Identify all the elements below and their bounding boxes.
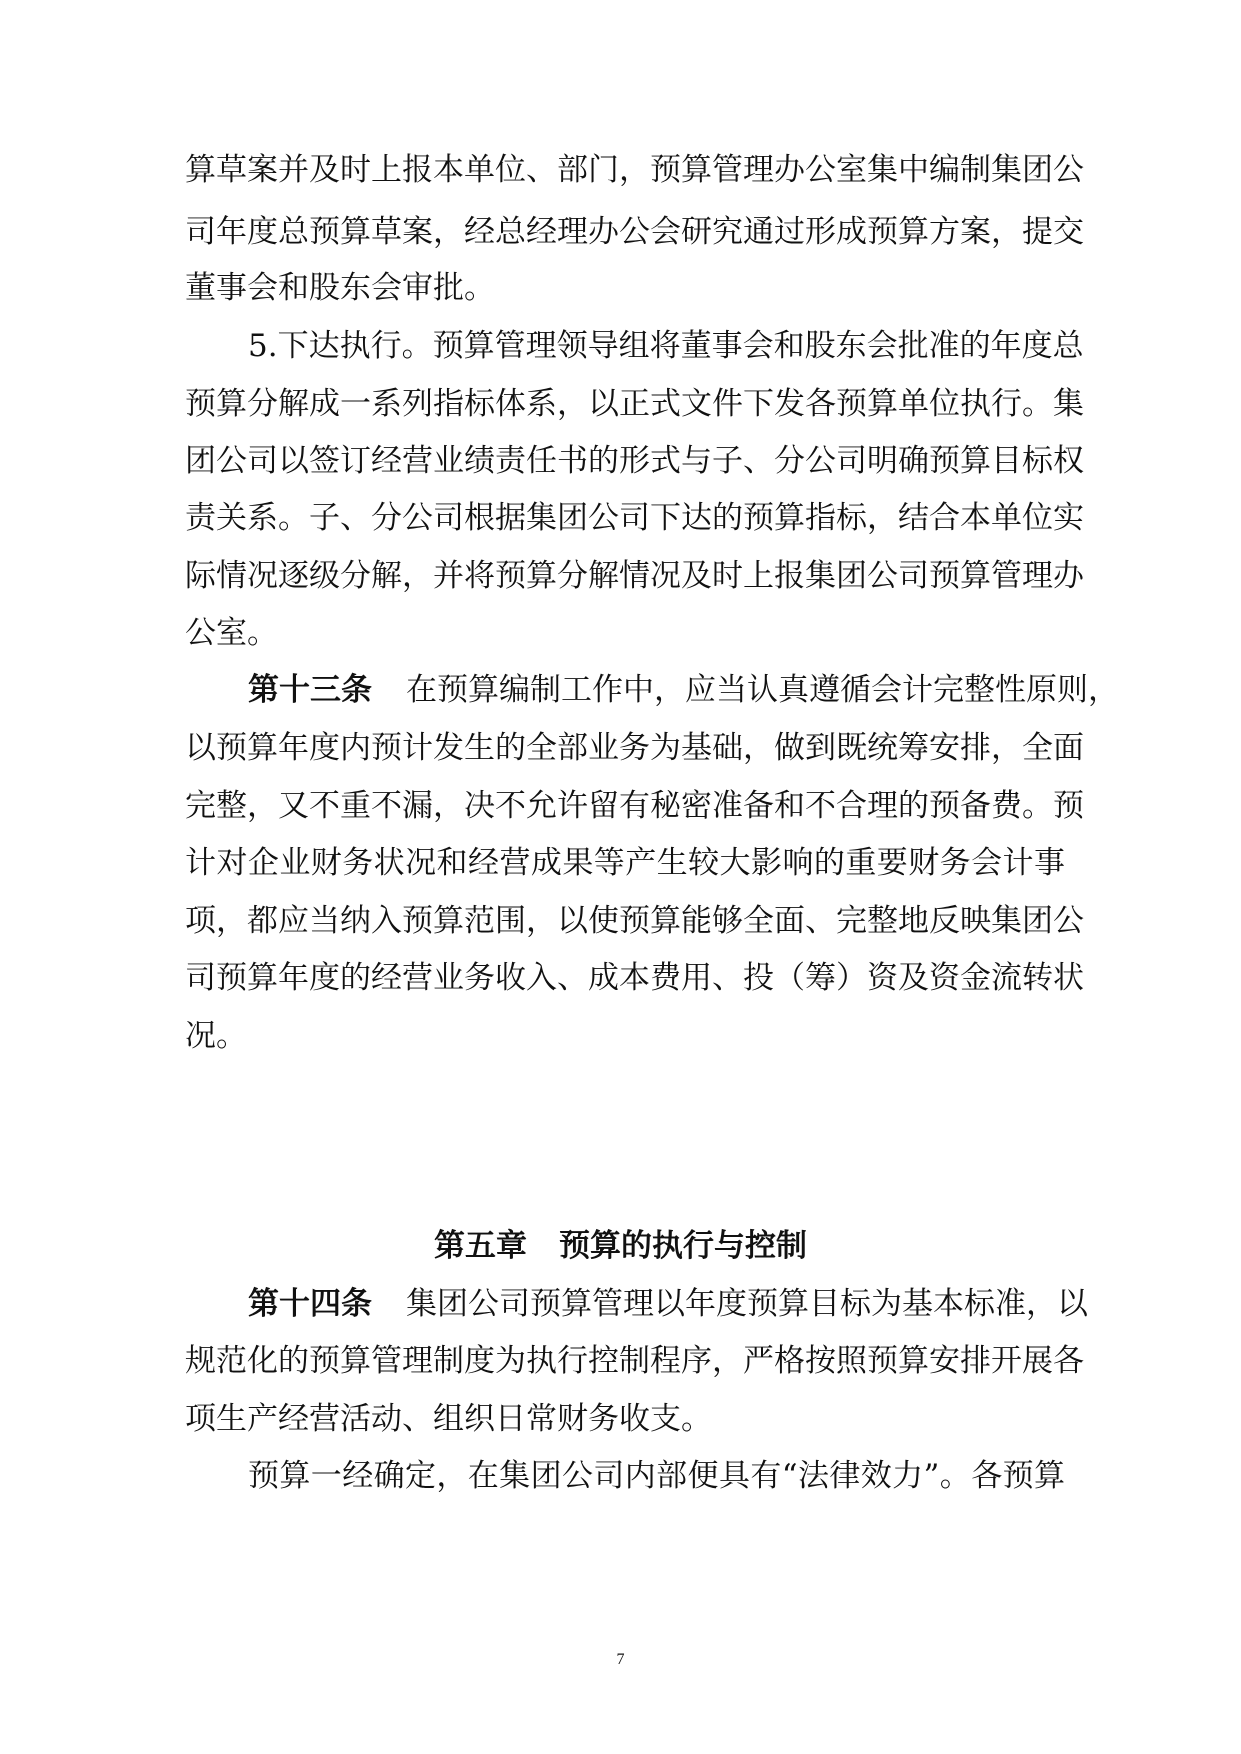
- text-line: 团公司以签订经营业绩责任书的形式与子、分公司明确预算目标权: [185, 443, 1084, 479]
- article-label: 第十三条: [248, 672, 372, 708]
- text-line: 规范化的预算管理制度为执行控制程序，严格按照预算安排开展各: [185, 1343, 1084, 1379]
- text-line: 预算一经确定，在集团公司内部便具有“法律效力”。各预算: [248, 1458, 1065, 1494]
- article-14-first-line: [248, 1284, 1088, 1324]
- text-line: 5.下达执行。预算管理领导组将董事会和股东会批准的年度总: [248, 328, 1084, 364]
- text-line: 项，都应当纳入预算范围，以使预算能够全面、完整地反映集团公: [185, 903, 1084, 939]
- text-line: 预算分解成一系列指标体系，以正式文件下发各预算单位执行。集: [185, 386, 1084, 422]
- article-label: 第十四条: [248, 1286, 372, 1322]
- text-line: 计对企业财务状况和经营成果等产生较大影响的重要财务会计事: [185, 845, 1065, 881]
- text-line: 司预算年度的经营业务收入、成本费用、投（筹）资及资金流转状: [185, 960, 1084, 996]
- text-line: 责关系。子、分公司根据集团公司下达的预算指标，结合本单位实: [185, 500, 1084, 536]
- text-line: 董事会和股东会审批。: [185, 270, 495, 306]
- chapter-number: 第五章: [434, 1228, 527, 1264]
- text-span: 在预算编制工作中，应当认真遵循会计完整性原则，: [406, 672, 1119, 708]
- text-line: 际情况逐级分解，并将预算分解情况及时上报集团公司预算管理办: [185, 558, 1084, 594]
- text-line: 以预算年度内预计发生的全部业务为基础，做到既统筹安排，全面: [185, 730, 1084, 766]
- text-line: 完整，又不重不漏，决不允许留有秘密准备和不合理的预备费。预: [185, 788, 1084, 824]
- text-line: 公室。: [185, 615, 278, 651]
- text-line: 算草案并及时上报本单位、部门，预算管理办公室集中编制集团公: [185, 152, 1084, 188]
- article-13-first-line: [248, 670, 1119, 710]
- text-line: 项生产经营活动、组织日常财务收支。: [185, 1401, 712, 1437]
- text-line: 司年度总预算草案，经总经理办公会研究通过形成预算方案，提交: [185, 214, 1084, 250]
- chapter-title: 预算的执行与控制: [559, 1228, 807, 1264]
- text-span: 集团公司预算管理以年度预算目标为基本标准，以: [406, 1286, 1088, 1322]
- chapter-heading: [0, 1226, 1241, 1266]
- text-line: 况。: [185, 1018, 247, 1054]
- page-number: 7: [616, 1651, 625, 1668]
